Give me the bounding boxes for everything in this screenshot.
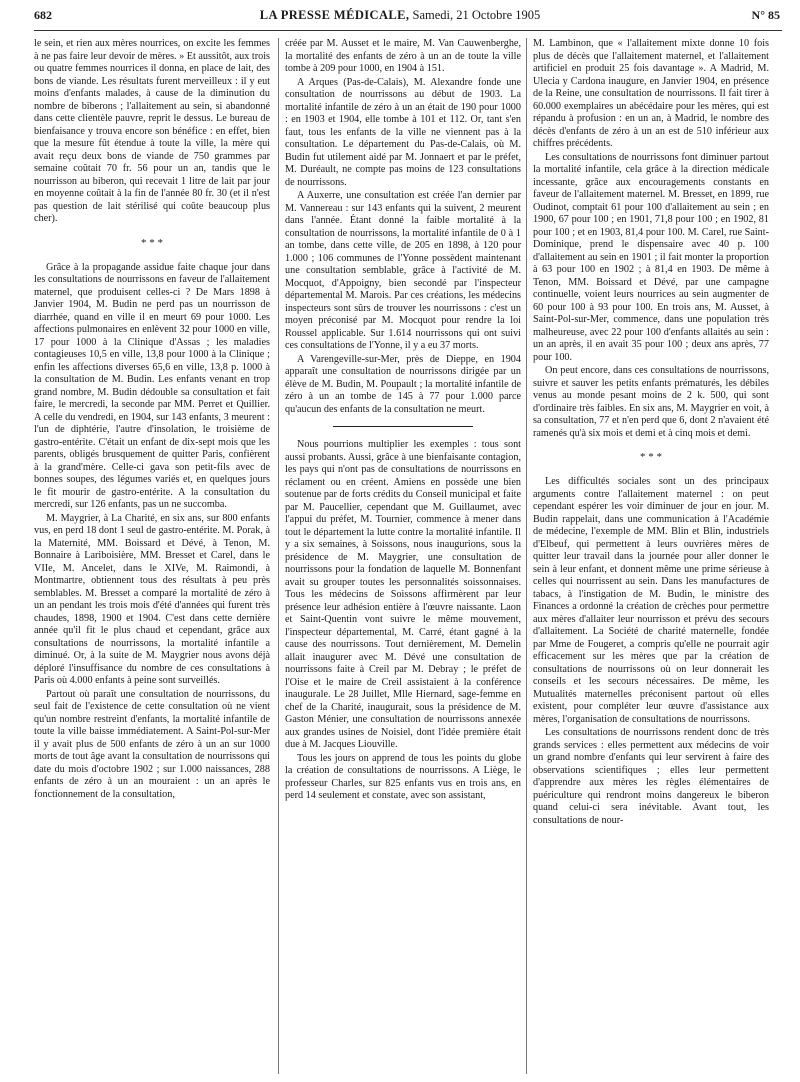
paragraph: Nous pourrions multiplier les exemples : tous sont aussi probants. Aussi, grâce à une bienfaisante contagion, les pays qui n'ont pas de consultations de nourrissons en réclament ou en créent. Amiens en possède une bien soutenue par de forts crédits du Conseil municipal et faite par M. Paucellier, cependant que M. Guillaumet, avec l'appui du préfet, M. Tournier, commence à mener dans tout le département la lutte contre la mortalité infantile. Il y a six semaines, à Soissons, nous inaugurions, sous la présidence de M. Maygrier, une consultation de nourrissons pour la fondation de laquelle M. Bonnenfant avait su grouper toutes les personnalités soissonnaises. Tous les médecins de Soissons affirmèrent par leur présence leur adhésion entière à l'œuvre naissante. Laon et Saint-Quentin vont suivre le même mouvement, l'inspecteur départemental, M. Carré, étant gagné à la cause des nourrissons. Tout dernièrement, M. Demelin allait inaugurer avec M. Dévé une consultation de nourrissons faite à Creil par M. Debray ; le préfet de l'Oise et le maire de Creil assistaient à la conférence inaugurale. Le 28 Juillet, Mlle Hiernard, sage-femme en chef de la Charité, inaugurait, sous la présidence de M. Gaston Ménier, une consultation de nourrissons annexée aux grandes usines de Noisiel, dont l'idée première était due à M. Jacques Liouville. bbox=[285, 439, 521, 750]
paragraph: On peut encore, dans ces consultations de nourrissons, suivre et sauver les petits enfants prématurés, les débiles venus au monde pesant moins de 2 k. 500, qui sont d'ordinaire très faibles. En six ans, M. Maygrier en voit, à sa consultation, 77 et n'en perd que 6, dont 2 n'avaient été ramenés qu'à six mois et demi et à cinq mois et demi. bbox=[533, 365, 769, 439]
issue-date: Samedi, 21 Octobre 1905 bbox=[412, 8, 541, 22]
running-title bbox=[0, 8, 800, 23]
section-asterism: * * * bbox=[141, 236, 163, 249]
paragraph: Les consultations de nourrissons rendent donc de très grands services : elles permettent aux médecins de voir un grand nombre d'enfants qui leur servirent à faire des observations scientifiques ; elles leur permettent d'apprendre aux mères les règles élémentaires de puériculture qui rendront moins dangereux le biberon quand celui-ci sera inévitable. Avant tout, les consultations de nour- bbox=[533, 727, 769, 826]
paragraph: Les difficultés sociales sont un des principaux arguments contre l'allaitement maternel : on peut cependant espérer les voir diminuer de jour en jour. M. Budin rappelait, dans une communication à l'Académie de médecine, l'exemple de MM. Blin et Blin, industriels d'Elbeuf, qui permettent à leurs ouvrières mères de quitter leur travail dans la journée pour aller donner le sein à leur enfant, et donnent même une prime sérieuse à celles qui nourrissent au sein. Dans les manufactures de tabacs, à l'instigation de M. Budin, le ministre des Finances a ordonné la création de crèches pour permettre aux mères d'allaiter leur nourrisson et prévu des secours d'allaitement. La Société de charité maternelle, fondée par Mme de Fougeret, a compris qu'elle ne pourrait agir efficacement sur les mères que par la création de consultations de nourrissons où on leur donnerait les conseils et les secours nécessaires. De même, les Mutualités maternelles préconisent partout où elles existent, pour compléter leur œuvre d'assistance aux mères, l'organisation de consultations de nourrissons. bbox=[533, 476, 769, 725]
journal-name: LA PRESSE MÉDICALE, bbox=[259, 8, 410, 22]
paragraph: Les consultations de nourrissons font diminuer partout la mortalité infantile, cela grâce à la direction médicale incessante, grâce aux encouragements constants en faveur de l'allaitement maternel. M. Bresset, en 1899, rue Oudinot, comptait 61 pour 100 d'allaitement au sein ; en 1900, 67 pour 100 ; en 1901, 71,8 pour 100 ; en 1902, 81 pour 100 ; et en 1903, 81,4 pour 100. M. Carel, rue Saint-Dominique, prend le dispensaire avec 40 p. 100 d'allaitement au sein en 1901 ; il fait monter la proportion à 63 pour 100 en 1902 ; à 81,4 en 1903. De même à Tenon, MM. Boissard et Dévé, par une campagne continuelle, voient leurs nourrices au sein augmenter de 60 pour 100 à 93 pour 100. En trois ans, M. Ausset, à Saint-Pol-sur-Mer, commence, dans une population très malheureuse, avec 22 pour 100 d'enfants allaités au sein : un an après, il en avait 35 pour 100 ; deux ans après, 77 pour 100. bbox=[533, 151, 769, 363]
issue-number: N° 85 bbox=[751, 8, 780, 22]
column-2 bbox=[285, 38, 521, 1074]
section-rule bbox=[333, 426, 473, 427]
column-divider bbox=[526, 38, 527, 1074]
paragraph: M. Maygrier, à La Charité, en six ans, sur 800 enfants vus, en perd 18 dont 1 seul de gastro-entérite. M. Porak, à la Maternité, MM. Boissard et Dévé, à Tenon, M. Bonnaire à Lariboisière, MM. Bresset et Carel, dans le VIIe, M. Ancelet, dans le XIVe, M. Raimondi, à Montmartre, obtiennent tous des résultats à peu près semblables. M. Bresset a comparé la mortalité de zéro à un an pendant les trois mois d'été d'années qui furent très chaudes, 1898, 1900 et 1904. C'est dans cette dernière année qu'il fit le plus chaud et cependant, grâce aux consultations de nourrissons, la mortalité infantile a diminué. Or, à la suite de M. Maygrier nous avons déjà déploré l'insuffisance du nombre de ces consultations à Paris où 4.000 enfants à peine sont surveillés. bbox=[34, 512, 270, 686]
page-number: 682 bbox=[34, 8, 52, 22]
paragraph: Partout où paraît une consultation de nourrissons, du seul fait de l'existence de cette consultation où ne vient qu'un nombre restreint d'enfants, la mortalité infantile de toute la ville baisse immédiatement. A Saint-Pol-sur-Mer il y avait plus de 500 enfants de zéro à un an sur 1000 morts de tout âge avant la consultation de nourrissons qui date du mois d'octobre 1902 ; sur 1.000 naissances, 288 enfants de zéro à un an mouraient : un an après le fonctionnement de la consultation, bbox=[34, 688, 270, 800]
paragraph: A Varengeville-sur-Mer, près de Dieppe, en 1904 apparaît une consultation de nourrissons dirigée par un élève de M. Budin, M. Poupault ; la mortalité infantile de zéro à un an tombe de 145 à 77 pour 1.000 parce qu'aucun des enfants de la consultation ne meurt. bbox=[285, 353, 521, 415]
paragraph: A Auxerre, une consultation est créée l'an dernier par M. Vannereau : sur 143 enfants qui la suivent, 2 meurent dans l'année. Étant donné la faible mortalité à la consultation de nourrissons, la mortalité infantile de 0 à 1 an tombe, dans cette ville, de 205 en 1898, à 120 pour 1.000 ; 106 communes de l'Yonne possèdent maintenant une consultation semblable, grâce à l'activité de M. Mocquot, d'Appoigny, bien secondé par l'inspecteur départemental M. Marois. Par ces créations, les médecins inspecteurs sont sûrs de trouver les nourrissons : c'est un moyen préconisé par M. Mocquot pour rendre la loi Roussel applicable. Sur 1.614 nourrissons qui ont suivi ces consultations de l'Yonne, il y a eu 37 morts. bbox=[285, 190, 521, 351]
paragraph: Grâce à la propagande assidue faite chaque jour dans les consultations de nourrissons en faveur de l'allaitement maternel, que produisent celles-ci ? De Mars 1898 à Janvier 1904, M. Budin ne perd pas un nourrisson de diarrhée, quand en ville il en meurt 69 pour 1000. Les affections pulmonaires en enlèvent 32 pour 1000 en ville, 17 pour 1000 à la Clinique d'Assas ; les maladies contagieuses 10,5 en ville, 13,8 pour 1000 à la Clinique ; enfin les affections diverses 65,6 en ville, 13,8 p. 1000 à la consultation de M. Budin. Les enfants venant en trop grand nombre, M. Budin dédouble sa consultation et fait faire, le mercredi, la seconde par MM. Perret et Quillier. A celle du vendredi, en 1904, sur 143 enfants, 3 meurent : l'un de diphtérie, l'autre d'insolation, le troisième de gastro-entérite. C'était un enfant de dix-sept mois que les parents, obligés brusquement de quitter Paris, confièrent à la grand'mère. Celle-ci gava son petit-fils avec de bonnes soupes, des légumes variés et, en quelques jours le fit mourir de gastro-entérite. A la consultation du mercredi, sur 126 enfants, pas un ne succomba. bbox=[34, 261, 270, 510]
page-header bbox=[0, 0, 800, 28]
column-3 bbox=[533, 38, 769, 1074]
paragraph: M. Lambinon, que « l'allaitement mixte donne 10 fois plus de décès que l'allaitement maternel, et l'allaitement artificiel en produit 25 fois davantage ». A Madrid, M. Ulecia y Cardona inaugure, en Janvier 1904, en présence de la Reine, une consultation de nourrissons. Il fait tirer à 60.000 exemplaires un abécédaire pour les mères, qui est répandu à profusion : en un an, à Madrid, le nombre des décès d'enfants de zéro à un an est de 510 inférieur aux chiffres précédents. bbox=[533, 38, 769, 149]
column-1 bbox=[34, 38, 270, 1074]
paragraph: A Arques (Pas-de-Calais), M. Alexandre fonde une consultation de nourrissons au début de 1903. La mortalité infantile de zéro à un an était de 190 pour 1000 : en 1903 et 1904, elle tombe à 101 et 112. Or, tant s'en faut, tous les enfants de la ville ne viennent pas à la consultation. Le département du Pas-de-Calais, où M. Budin fut utilement aidé par M. Jonnaert et par le préfet, M. Duréault, ne compte pas moins de 123 consultations de nourrissons. bbox=[285, 76, 521, 188]
header-rule bbox=[34, 30, 782, 31]
paragraph: le sein, et rien aux mères nourrices, on excite les femmes à ne pas faire leur devoir de mères. » Et aussitôt, aux trois ou quatre femmes nourrices il donna, en place de lait, des bons de viande. Les résultats furent merveilleux : il y eut moins d'enfants malades, à cause de la diminution du nombre de biberons ; l'allaitement au sein, si abandonné dans cette clientèle pauvre, reprit le dessus. Le bureau de bienfaisance y trouva encore son bénéfice : en effet, bien que la mesure fût étendue à toute la ville, la mère qui avait reçu deux bons de viande de 750 grammes par semaine coûtait 70 fr. 56 pour un an, tandis que le nourrisson au biberon, qui recevait 1 litre de lait par jour en moyenne coûtait à la fin de l'année 80 fr. 30 (et il n'est pas question de lait stérilisé qui coûte beaucoup plus cher). bbox=[34, 38, 270, 224]
paragraph: Tous les jours on apprend de tous les points du globe la création de consultations de nourrissons. A Liège, le professeur Charles, sur 825 enfants vus en trois ans, en perd 14 seulement et constate, avec son assistant, bbox=[285, 752, 521, 801]
section-asterism: * * * bbox=[640, 451, 662, 463]
paragraph: créée par M. Ausset et le maire, M. Van Cauwenberghe, la mortalité des enfants de zéro à un an de toute la ville tombe à 209 pour 1000, en 1904 à 151. bbox=[285, 38, 521, 74]
column-divider bbox=[278, 38, 279, 1074]
